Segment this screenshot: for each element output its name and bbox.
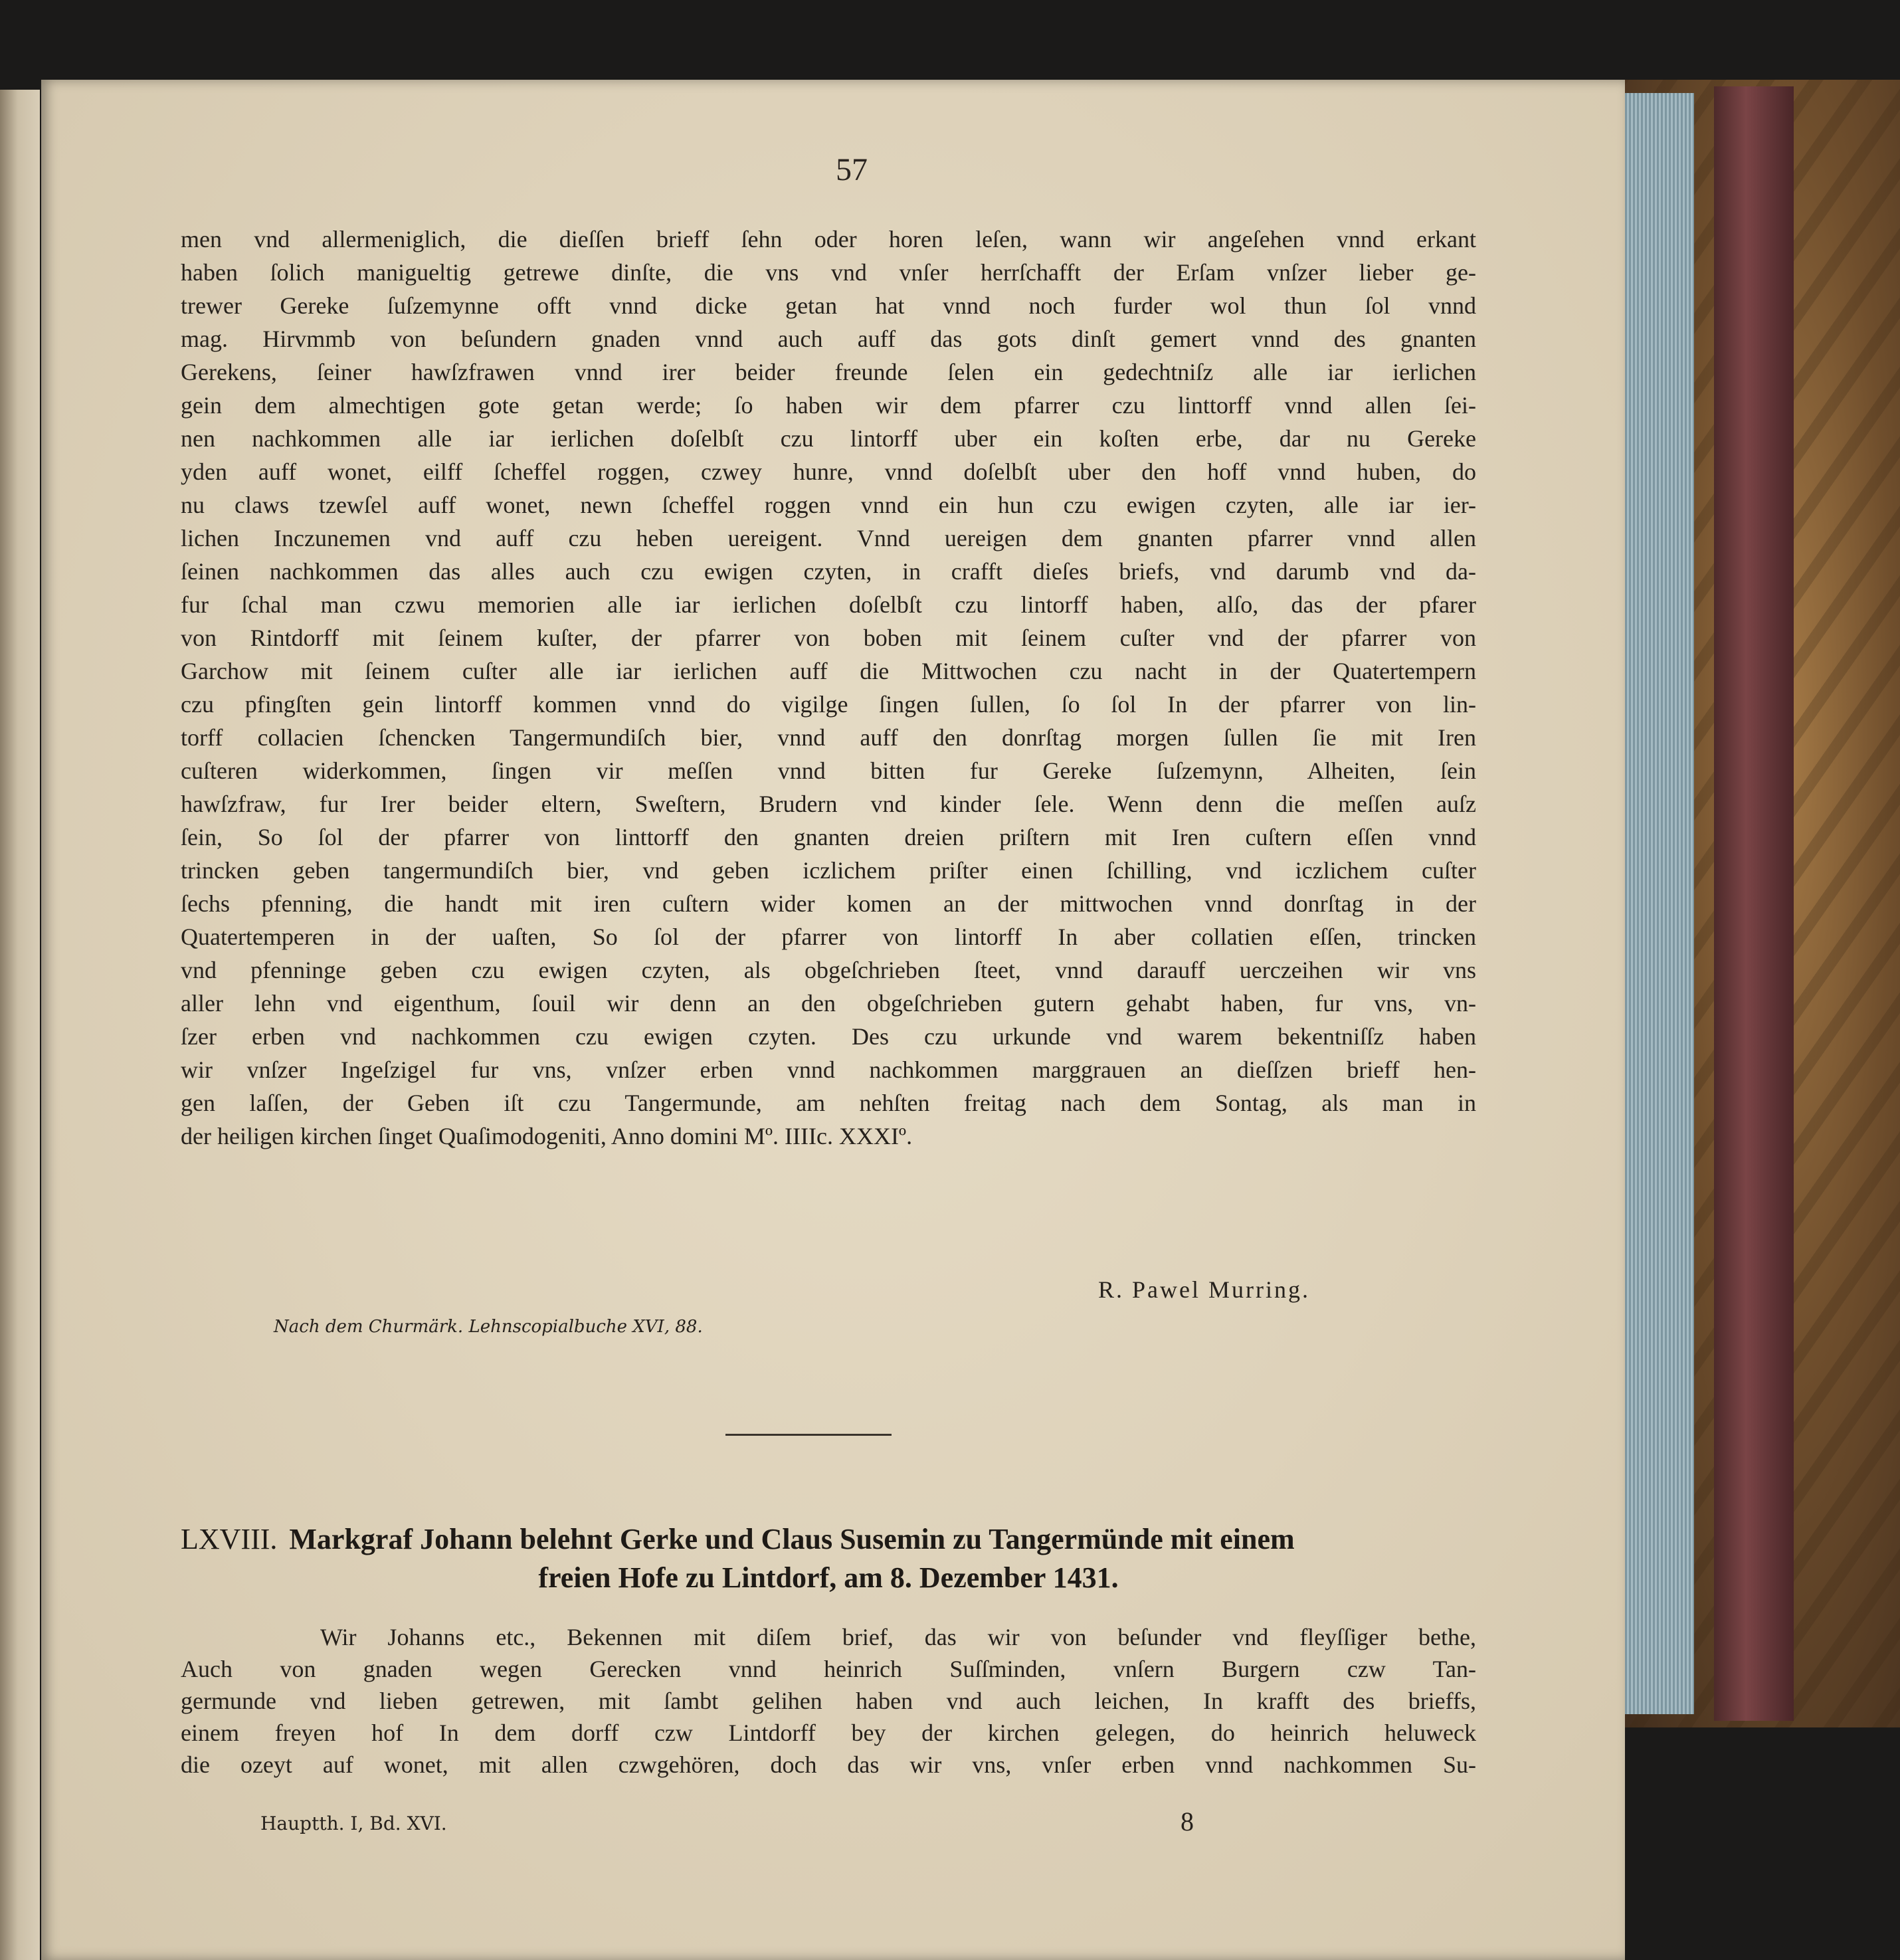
text-line: Quatertemperen in der uaſten, So ſol der pfarrer von lintorff In aber collatien eſſen, trincken <box>181 924 1476 950</box>
text-line: germunde vnd lieben getrewen, mit ſambt gelihen haben vnd auch leichen, In krafft des brieffs, <box>181 1688 1476 1714</box>
text-line: mag. Hirvmmb von beſundern gnaden vnnd auch auff das gots dinſt gemert vnnd des gnanten <box>181 326 1476 352</box>
text-line: haben ſolich manigueltig getrewe dinſte, die vns vnd vnſer herrſchafft der Erſam vnſzer lieber ge- <box>181 259 1476 286</box>
text-line: gein dem almechtigen gote getan werde; ſo haben wir dem pfarrer czu linttorff vnnd allen ſei- <box>181 392 1476 419</box>
footer-signature-mark: 8 <box>1181 1807 1194 1836</box>
left-page-edge <box>0 90 40 1960</box>
text-line: men vnd allermeniglich, die dieſſen brieff ſehn oder horen leſen, wann wir angeſehen vnnd erkant <box>181 226 1476 252</box>
heading-line-1: Markgraf Johann belehnt Gerke und Claus Susemin zu Tangermünde mit einem <box>289 1523 1295 1555</box>
text-line: der heiligen kirchen ſinget Quaſimodogeniti, Anno domini Mº. IIIIc. XXXIº. <box>181 1123 913 1149</box>
text-line: Auch von gnaden wegen Gerecken vnnd heinrich Suſſminden, vnſern Burgern czw Tan- <box>181 1656 1476 1682</box>
text-line: aller lehn vnd eigenthum, ſouil wir denn an den obgeſchrieben gutern gehabt haben, fur vns, vn- <box>181 990 1476 1017</box>
page-block-edge <box>1621 93 1694 1714</box>
text-line: fur ſchal man czwu memorien alle iar ierlichen doſelbſt czu lintorff haben, alſo, das der pfarer <box>181 591 1476 618</box>
text-line: einem freyen hof In dem dorff czw Lintdorff bey der kirchen gelegen, do heinrich heluweck <box>181 1719 1476 1746</box>
text-line: ſein, So ſol der pfarrer von linttorff den gnanten dreien priſtern mit Iren cuſtern eſſen vnnd <box>181 824 1476 850</box>
book-spine <box>1714 86 1794 1721</box>
document-body <box>181 1621 1476 1781</box>
text-line: trincken geben tangermundiſch bier, vnd geben iczlichem priſter einen ſchilling, vnd iczlichem cuſter <box>181 857 1476 884</box>
text-line: torff collacien ſchencken Tangermundiſch bier, vnnd auff den donrſtag morgen ſullen ſie mit Iren <box>181 724 1476 751</box>
section-divider <box>725 1434 892 1436</box>
text-line: wir vnſzer Ingeſzigel fur vns, vnſzer erben vnnd nachkommen marggrauen an dieſſzen brieff hen- <box>181 1056 1476 1083</box>
text-line: lichen Inczunemen vnd auff czu heben uereigent. Vnnd uereigen dem gnanten pfarrer vnnd allen <box>181 525 1476 551</box>
text-line: hawſzfraw, fur Irer beider eltern, Sweſtern, Brudern vnd kinder ſele. Wenn denn die meſſen auſz <box>181 791 1476 817</box>
text-line: Garchow mit ſeinem cuſter alle iar ierlichen auff die Mittwochen czu nacht in der Quatertempern <box>181 658 1476 684</box>
text-line: Wir Johanns etc., Bekennen mit diſem brief, das wir von beſunder vnd fleyſſiger bethe, <box>320 1624 1476 1650</box>
text-line: die ozeyt auf wonet, mit allen czwgehören, doch das wir vns, vnſer erben vnnd nachkommen Su- <box>181 1751 1476 1778</box>
text-line: von Rintdorff mit ſeinem kuſter, der pfarrer von boben mit ſeinem cuſter vnd der pfarrer von <box>181 625 1476 651</box>
text-line: nen nachkommen alle iar ierlichen doſelbſt czu lintorff uber ein koſten erbe, dar nu Gereke <box>181 425 1476 452</box>
text-line: gen laſſen, der Geben iſt czu Tangermunde, am nehſten freitag nach dem Sontag, als man in <box>181 1090 1476 1116</box>
book-page <box>41 80 1625 1960</box>
signature: R. Pawel Murring. <box>1098 1276 1310 1303</box>
heading-line-2: freien Hofe zu Lintdorf, am 8. Dezember 1431. <box>538 1561 1119 1594</box>
charter-text <box>181 223 1476 1153</box>
text-line: ſzer erben vnd nachkommen czu ewigen czyten. Des czu urkunde vnd warem bekentniſſz haben <box>181 1023 1476 1050</box>
text-line: Gerekens, ſeiner hawſzfrawen vnnd irer beider freunde ſelen ein gedechtniſz alle iar ierlichen <box>181 359 1476 385</box>
text-line: ſeinen nachkommen das alles auch czu ewigen czyten, in crafft dieſes briefs, vnd darumb vnd da- <box>181 558 1476 585</box>
text-line: czu pfingſten gein lintorff kommen vnnd do vigilge ſingen ſullen, ſo ſol In der pfarrer von lin- <box>181 691 1476 718</box>
document-heading <box>181 1520 1476 1597</box>
text-line: yden auff wonet, eilff ſcheffel roggen, czwey hunre, vnnd doſelbſt uber den hoff vnnd huben, do <box>181 458 1476 485</box>
document-numeral: LXVIII. <box>181 1523 278 1555</box>
footer-volume-note: Hauptth. I, Bd. XVI. <box>260 1813 447 1834</box>
text-line: vnd pfenninge geben czu ewigen czyten, als obgeſchrieben ſteet, vnnd darauff uerczeihen wir vns <box>181 957 1476 983</box>
text-line: ſechs pfenning, die handt mit iren cuſtern wider komen an der mittwochen vnnd donrſtag in der <box>181 890 1476 917</box>
text-line: cuſteren widerkommen, ſingen vir meſſen vnnd bitten fur Gereke ſuſzemynn, Alheiten, ſein <box>181 757 1476 784</box>
source-note: Nach dem Churmärk. Lehnscopialbuche XVI, 88. <box>274 1317 703 1337</box>
page-number: 57 <box>836 152 868 187</box>
text-line: trewer Gereke ſuſzemynne offt vnnd dicke getan hat vnnd noch furder wol thun ſol vnnd <box>181 292 1476 319</box>
text-line: nu claws tzewſel auff wonet, newn ſcheffel roggen vnnd ein hun czu ewigen czyten, alle iar ier- <box>181 492 1476 518</box>
